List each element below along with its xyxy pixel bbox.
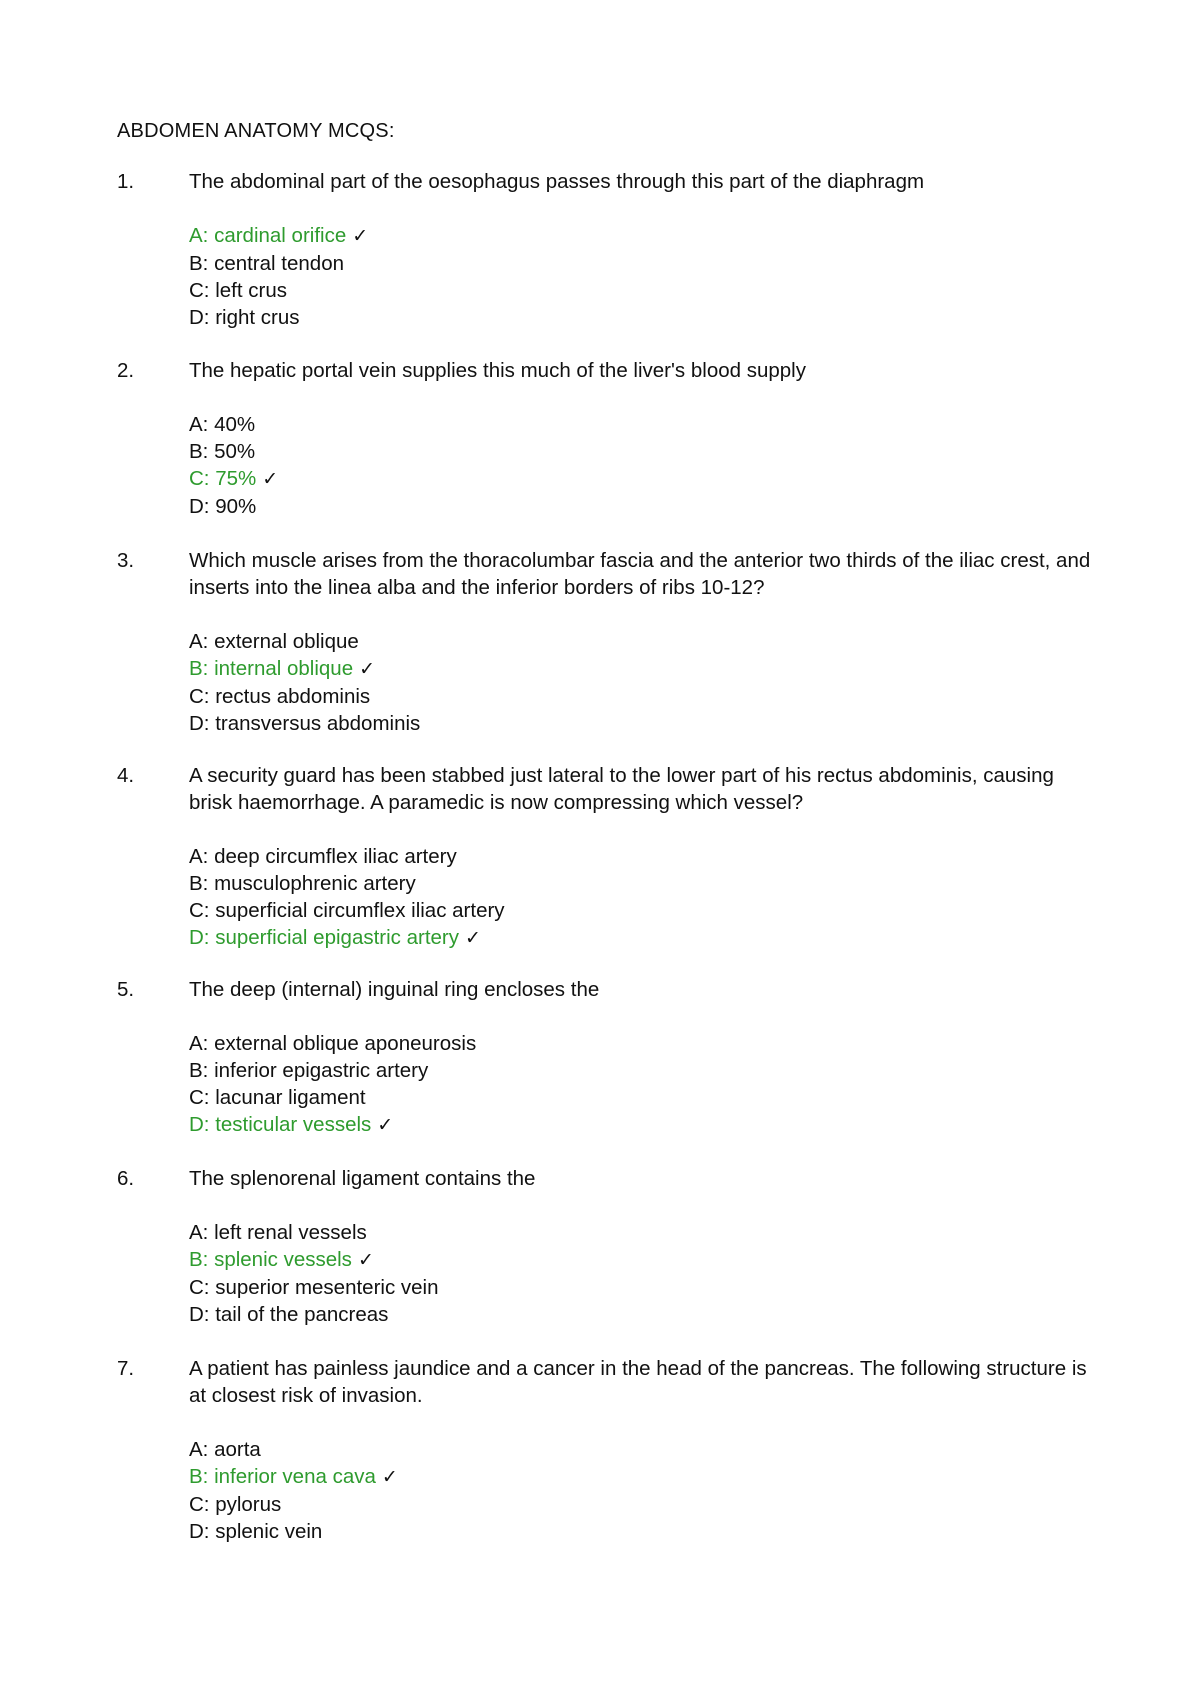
question-number: 4. [117,764,135,787]
question-text: The deep (internal) inguinal ring encloses the [189,978,600,1001]
option-c [189,1274,1094,1301]
question-number: 1. [117,170,135,193]
question-number: 2. [117,359,135,382]
question-text: The splenorenal ligament contains the [189,1167,536,1190]
option-b [189,1463,1094,1491]
question-text: Which muscle arises from the thoracolumbar fascia and the anterior two thirds of the iliac crest, and inserts into the linea alba and the inferior borders of ribs 10-12? [189,549,1091,599]
option-d [189,710,1094,737]
question-2 [117,357,1097,541]
option-c [189,465,1094,493]
option-label: C: pylorus [189,1493,282,1516]
option-label: C: superficial circumflex iliac artery [189,899,505,922]
option-b [189,438,1094,465]
option-list [189,843,1094,952]
option-label: A: left renal vessels [189,1221,367,1244]
question-5 [117,976,1097,1160]
option-b [189,1057,1094,1084]
option-a [189,1436,1094,1463]
option-d [189,924,1094,952]
option-label: D: splenic vein [189,1520,323,1543]
option-a [189,843,1094,870]
option-c [189,1084,1094,1111]
question-number: 5. [117,978,135,1001]
option-label: D: superficial epigastric artery [189,926,460,949]
option-c [189,277,1094,304]
question-number: 7. [117,1357,135,1380]
option-label: C: rectus abdominis [189,685,371,708]
option-label: C: superior mesenteric vein [189,1276,439,1299]
question-text: The abdominal part of the oesophagus passes through this part of the diaphragm [189,170,925,193]
option-c [189,897,1094,924]
question-1 [117,168,1097,352]
option-label: C: lacunar ligament [189,1086,366,1109]
option-list [189,1030,1094,1139]
option-d [189,493,1094,520]
option-a [189,1219,1094,1246]
option-d [189,1111,1094,1139]
check-icon: ✓ [377,1114,394,1136]
option-label: B: internal oblique [189,657,354,680]
question-text: A security guard has been stabbed just lateral to the lower part of his rectus abdominis, causing brisk haemorrhage. A paramedic is now compressing which vessel? [189,764,1054,814]
option-label: D: right crus [189,306,300,329]
option-d [189,304,1094,331]
question-number: 3. [117,549,135,572]
option-label: A: external oblique aponeurosis [189,1032,477,1055]
option-list [189,628,1094,737]
option-label: A: 40% [189,413,256,436]
option-label: B: inferior vena cava [189,1465,376,1488]
check-icon: ✓ [357,1249,374,1271]
question-3 [117,547,1097,758]
option-b [189,250,1094,277]
question-number: 6. [117,1167,135,1190]
question-4 [117,762,1097,973]
option-list [189,1219,1094,1328]
option-label: D: transversus abdominis [189,712,421,735]
option-d [189,1518,1094,1545]
option-b [189,655,1094,683]
option-list [189,411,1094,520]
option-label: C: 75% [189,467,257,490]
option-label: A: external oblique [189,630,359,653]
option-a [189,628,1094,655]
check-icon: ✓ [352,225,369,247]
option-list [189,222,1094,331]
document-title: ABDOMEN ANATOMY MCQS: [117,120,395,142]
option-label: B: splenic vessels [189,1248,352,1271]
check-icon: ✓ [359,658,376,680]
option-label: C: left crus [189,279,287,302]
option-label: B: inferior epigastric artery [189,1059,429,1082]
option-a [189,222,1094,250]
option-b [189,870,1094,897]
option-label: D: 90% [189,495,257,518]
option-label: A: cardinal orifice [189,224,347,247]
option-c [189,683,1094,710]
option-label: A: aorta [189,1438,261,1461]
question-7 [117,1355,1097,1566]
option-label: D: tail of the pancreas [189,1303,389,1326]
option-list [189,1436,1094,1545]
option-a [189,411,1094,438]
option-label: D: testicular vessels [189,1113,372,1136]
option-d [189,1301,1094,1328]
question-text: A patient has painless jaundice and a cancer in the head of the pancreas. The following structure is at closest risk of invasion. [189,1357,1087,1407]
option-label: B: 50% [189,440,256,463]
check-icon: ✓ [465,927,481,949]
check-icon: ✓ [381,1466,398,1488]
option-c [189,1491,1094,1518]
option-label: A: deep circumflex iliac artery [189,845,457,868]
option-label: B: central tendon [189,252,344,275]
option-label: B: musculophrenic artery [189,872,416,895]
option-a [189,1030,1094,1057]
question-text: The hepatic portal vein supplies this much of the liver's blood supply [189,359,806,382]
option-b [189,1246,1094,1274]
question-6 [117,1165,1097,1349]
check-icon: ✓ [262,468,279,490]
